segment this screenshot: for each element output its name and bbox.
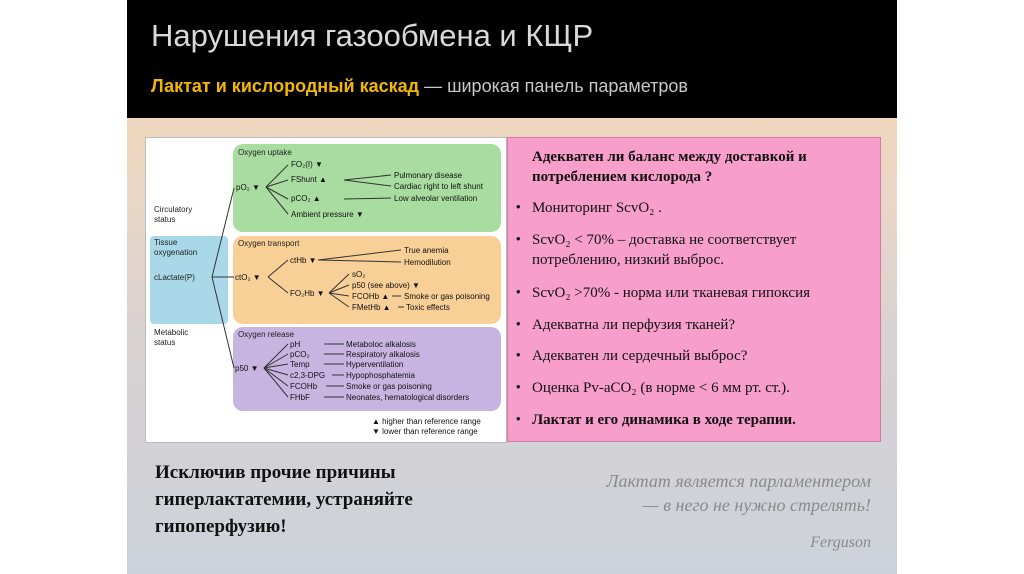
diagram-svg [146, 138, 506, 442]
release-item-fcohb: FCOHb [290, 382, 318, 391]
item-perfusion: Адекватна ли перфузия тканей? [532, 317, 736, 333]
uptake-item-fshunt: FShunt ▲ [291, 175, 327, 184]
item-cardiac-output: Адекватен ли сердечный выброс? [532, 348, 748, 364]
release-cause-4: Hypophosphatemia [346, 371, 415, 380]
q1-line-1: Адекватен ли баланс между доставкой и [532, 149, 807, 165]
release-item-temp: Temp [290, 360, 310, 369]
q1-line-2: потреблением кислорода ? [532, 169, 713, 185]
uptake-item-pco2: pCO₂ ▲ [291, 194, 321, 203]
release-header: Oxygen release [238, 330, 295, 339]
bullet-1: • [516, 199, 521, 214]
uptake-item-ambient: Ambient pressure ▼ [291, 210, 364, 219]
transport-cause-3: Smoke or gas poisoning [404, 292, 490, 301]
uptake-cause-1: Pulmonary disease [394, 171, 463, 180]
bullet-6: • [516, 379, 521, 394]
transport-sub-fmethb: FMetHb ▲ [352, 303, 391, 312]
transport-cause-1: True anemia [404, 246, 449, 255]
item-scvo2-high: ScvO₂ >70% - норма или тканевая гипоксия [532, 285, 811, 301]
conclusion-line-2: гиперлактатемии, устраняйте [155, 489, 413, 510]
uptake-cause-3: Low alveolar ventilation [394, 194, 478, 203]
circulatory-label-2: status [154, 215, 176, 224]
bullet-3: • [516, 284, 521, 299]
item-monitoring: Мониторинг ScvO₂ . [532, 200, 662, 216]
item-pvaco2: Оценка Pv-aCO₂ (в норме < 6 мм рт. ст.). [532, 380, 790, 396]
uptake-cause-2: Cardiac right to left shunt [394, 182, 483, 191]
tissue-label-2: oxygenation [154, 248, 198, 257]
conclusion-line-1: Исключив прочие причины [155, 462, 396, 483]
quote-line-1: Лактат является парламентером [606, 471, 871, 491]
transport-sub-fcohb: FCOHb ▲ [352, 292, 390, 301]
transport-item-cthb: ctHb ▼ [290, 256, 317, 265]
transport-sub-p50: p50 (see above) ▼ [352, 281, 420, 290]
slide-title: Нарушения газообмена и КЩР [151, 18, 594, 53]
release-cause-5: Smoke or gas poisoning [346, 382, 432, 391]
slide-header [127, 0, 897, 118]
transport-cause-2: Hemodilution [404, 258, 451, 267]
release-node: p50 ▼ [235, 364, 259, 373]
transport-item-fo2hb: FO₂Hb ▼ [290, 289, 325, 298]
release-item-pco2: pCO₂ [290, 350, 310, 359]
questions-panel [507, 137, 881, 442]
uptake-node: pO₂ ▼ [236, 183, 260, 192]
release-cause-3: Hyperventilation [346, 360, 404, 369]
legend-lower: ▼ lower than reference range [372, 427, 478, 436]
circulatory-label-1: Circulatory [154, 205, 193, 214]
subtitle-bold: Лактат и кислородный каскад [151, 76, 420, 96]
slide-subtitle [151, 76, 688, 97]
item-lactate: Лактат и его динамика в ходе терапии. [532, 412, 796, 428]
metabolic-label-1: Metabolic [154, 328, 189, 337]
bullet-5: • [516, 347, 521, 362]
bullet-7: • [516, 411, 521, 426]
bullet-2: • [516, 231, 521, 246]
transport-node: ctO₂ ▼ [235, 273, 261, 282]
uptake-item-fo2: FO₂(I) ▼ [291, 160, 323, 169]
subtitle-rest: — широкая панель параметров [419, 76, 688, 96]
bullet-4: • [516, 316, 521, 331]
transport-header: Oxygen transport [238, 239, 300, 248]
uptake-header: Oxygen uptake [238, 148, 292, 157]
quote-line-2: — в него не нужно стрелять! [642, 495, 871, 515]
quote-author: Ferguson [810, 534, 871, 551]
release-item-ph: pH [290, 340, 301, 349]
slide [127, 0, 897, 574]
release-cause-6: Neonates, hematological disorders [346, 393, 470, 402]
clactate-label: cLactate(P) [154, 273, 195, 282]
oxygen-cascade-diagram [145, 137, 507, 443]
tissue-label-1: Tissue [154, 238, 178, 247]
item-scvo2-low-2: потреблению, низкий выброс. [532, 252, 725, 268]
item-scvo2-low-1: ScvO₂ < 70% – доставка не соответствует [532, 232, 797, 248]
release-cause-1: Metaboloc alkalosis [346, 340, 416, 349]
release-item-dpg: c2,3-DPG [290, 371, 326, 380]
release-cause-2: Respiratory alkalosis [346, 350, 420, 359]
conclusion-text [155, 459, 475, 540]
release-item-fhbf: FHbF [290, 393, 310, 402]
quote [606, 469, 871, 517]
transport-cause-4: Toxic effects [406, 303, 450, 312]
legend-higher: ▲ higher than reference range [372, 417, 481, 426]
metabolic-label-2: status [154, 338, 176, 347]
conclusion-line-3: гипоперфузию! [155, 516, 287, 537]
transport-sub-so2: sO₂ [352, 270, 366, 279]
